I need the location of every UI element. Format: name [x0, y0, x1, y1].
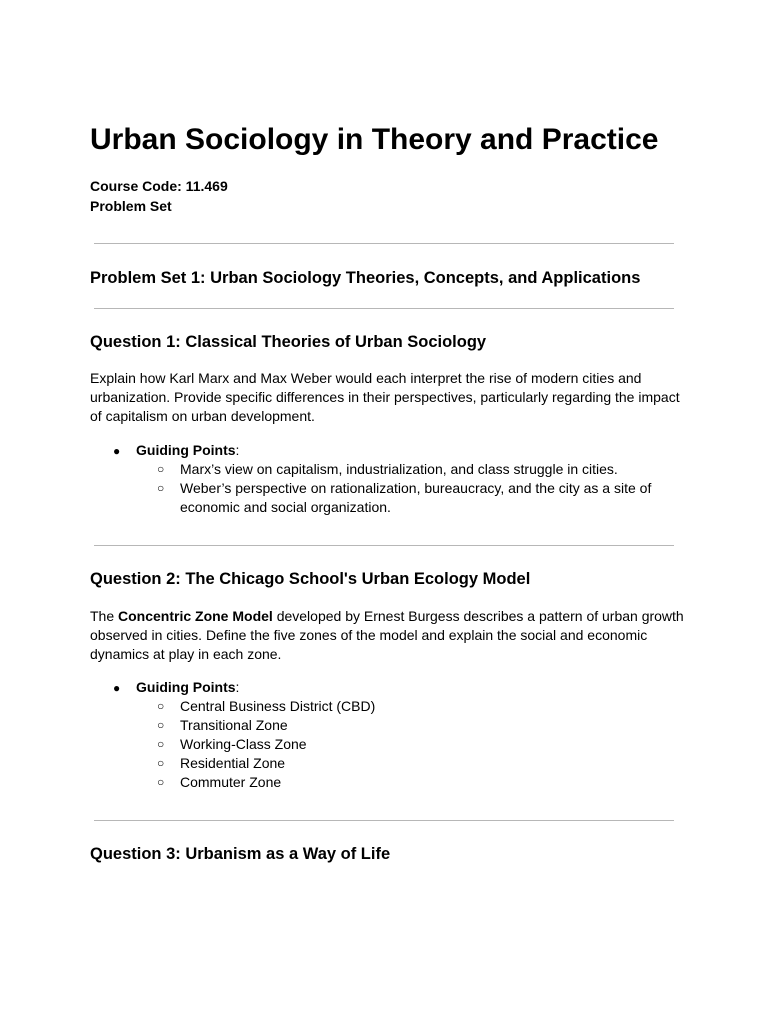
- question-1-body: Explain how Karl Marx and Max Weber would each interpret the rise of modern cities and urbanization. Provide specific differences in their perspectives, particularly regarding the impact of capitalism on urban development.: [90, 370, 680, 424]
- hollow-bullet-icon: ○: [157, 699, 165, 713]
- sub-list-item: [157, 479, 687, 517]
- horizontal-divider: [94, 820, 674, 821]
- guiding-points-item: ● Guiding Points:: [113, 441, 239, 461]
- sub-list-item: [157, 460, 687, 479]
- sub-list-item: [157, 773, 687, 792]
- horizontal-divider: [94, 243, 674, 244]
- question-2-heading: Question 2: The Chicago School's Urban Ecology Model: [90, 570, 531, 588]
- guiding-point-text: Weber’s perspective on rationalization, bureaucracy, and the city as a site of economic and social organization.: [180, 480, 652, 515]
- guiding-point-text: Marx’s view on capitalism, industrialization, and class struggle in cities.: [180, 461, 618, 477]
- zone-name: Transitional Zone: [180, 717, 288, 733]
- hollow-bullet-icon: ○: [157, 737, 165, 751]
- bullet-icon: ●: [113, 681, 121, 695]
- horizontal-divider: [94, 545, 674, 546]
- zone-name: Working-Class Zone: [180, 736, 307, 752]
- question-2-body: The Concentric Zone Model developed by Ernest Burgess describes a pattern of urban growth observed in cities. Define the five zones of the model and explain the social and economic dynamics at play in each zone.: [90, 608, 684, 662]
- guiding-points-label: Guiding Points: [136, 442, 236, 458]
- zone-name: Residential Zone: [180, 755, 286, 771]
- guiding-points-label: Guiding Points: [136, 679, 236, 695]
- sub-list-item: [157, 735, 687, 754]
- horizontal-divider: [94, 308, 674, 309]
- hollow-bullet-icon: ○: [157, 481, 165, 495]
- document-type: Problem Set: [90, 198, 172, 214]
- sub-list-item: [157, 754, 687, 773]
- sub-list-item: [157, 697, 687, 716]
- question-3-heading: Question 3: Urbanism as a Way of Life: [90, 845, 391, 863]
- zone-name: Commuter Zone: [180, 774, 282, 790]
- question-1-heading: Question 1: Classical Theories of Urban Sociology: [90, 333, 487, 351]
- sub-list-item: [157, 716, 687, 735]
- guiding-points-item: ● Guiding Points:: [113, 678, 239, 698]
- course-code: Course Code: 11.469: [90, 178, 228, 194]
- zone-name: Central Business District (CBD): [180, 698, 376, 714]
- hollow-bullet-icon: ○: [157, 756, 165, 770]
- hollow-bullet-icon: ○: [157, 462, 165, 476]
- hollow-bullet-icon: ○: [157, 775, 165, 789]
- bullet-icon: ●: [113, 444, 121, 458]
- concentric-zone-model-term: Concentric Zone Model: [118, 608, 273, 624]
- hollow-bullet-icon: ○: [157, 718, 165, 732]
- problem-set-heading: Problem Set 1: Urban Sociology Theories, Concepts, and Applications: [90, 269, 641, 287]
- document-title: Urban Sociology in Theory and Practice: [90, 123, 659, 156]
